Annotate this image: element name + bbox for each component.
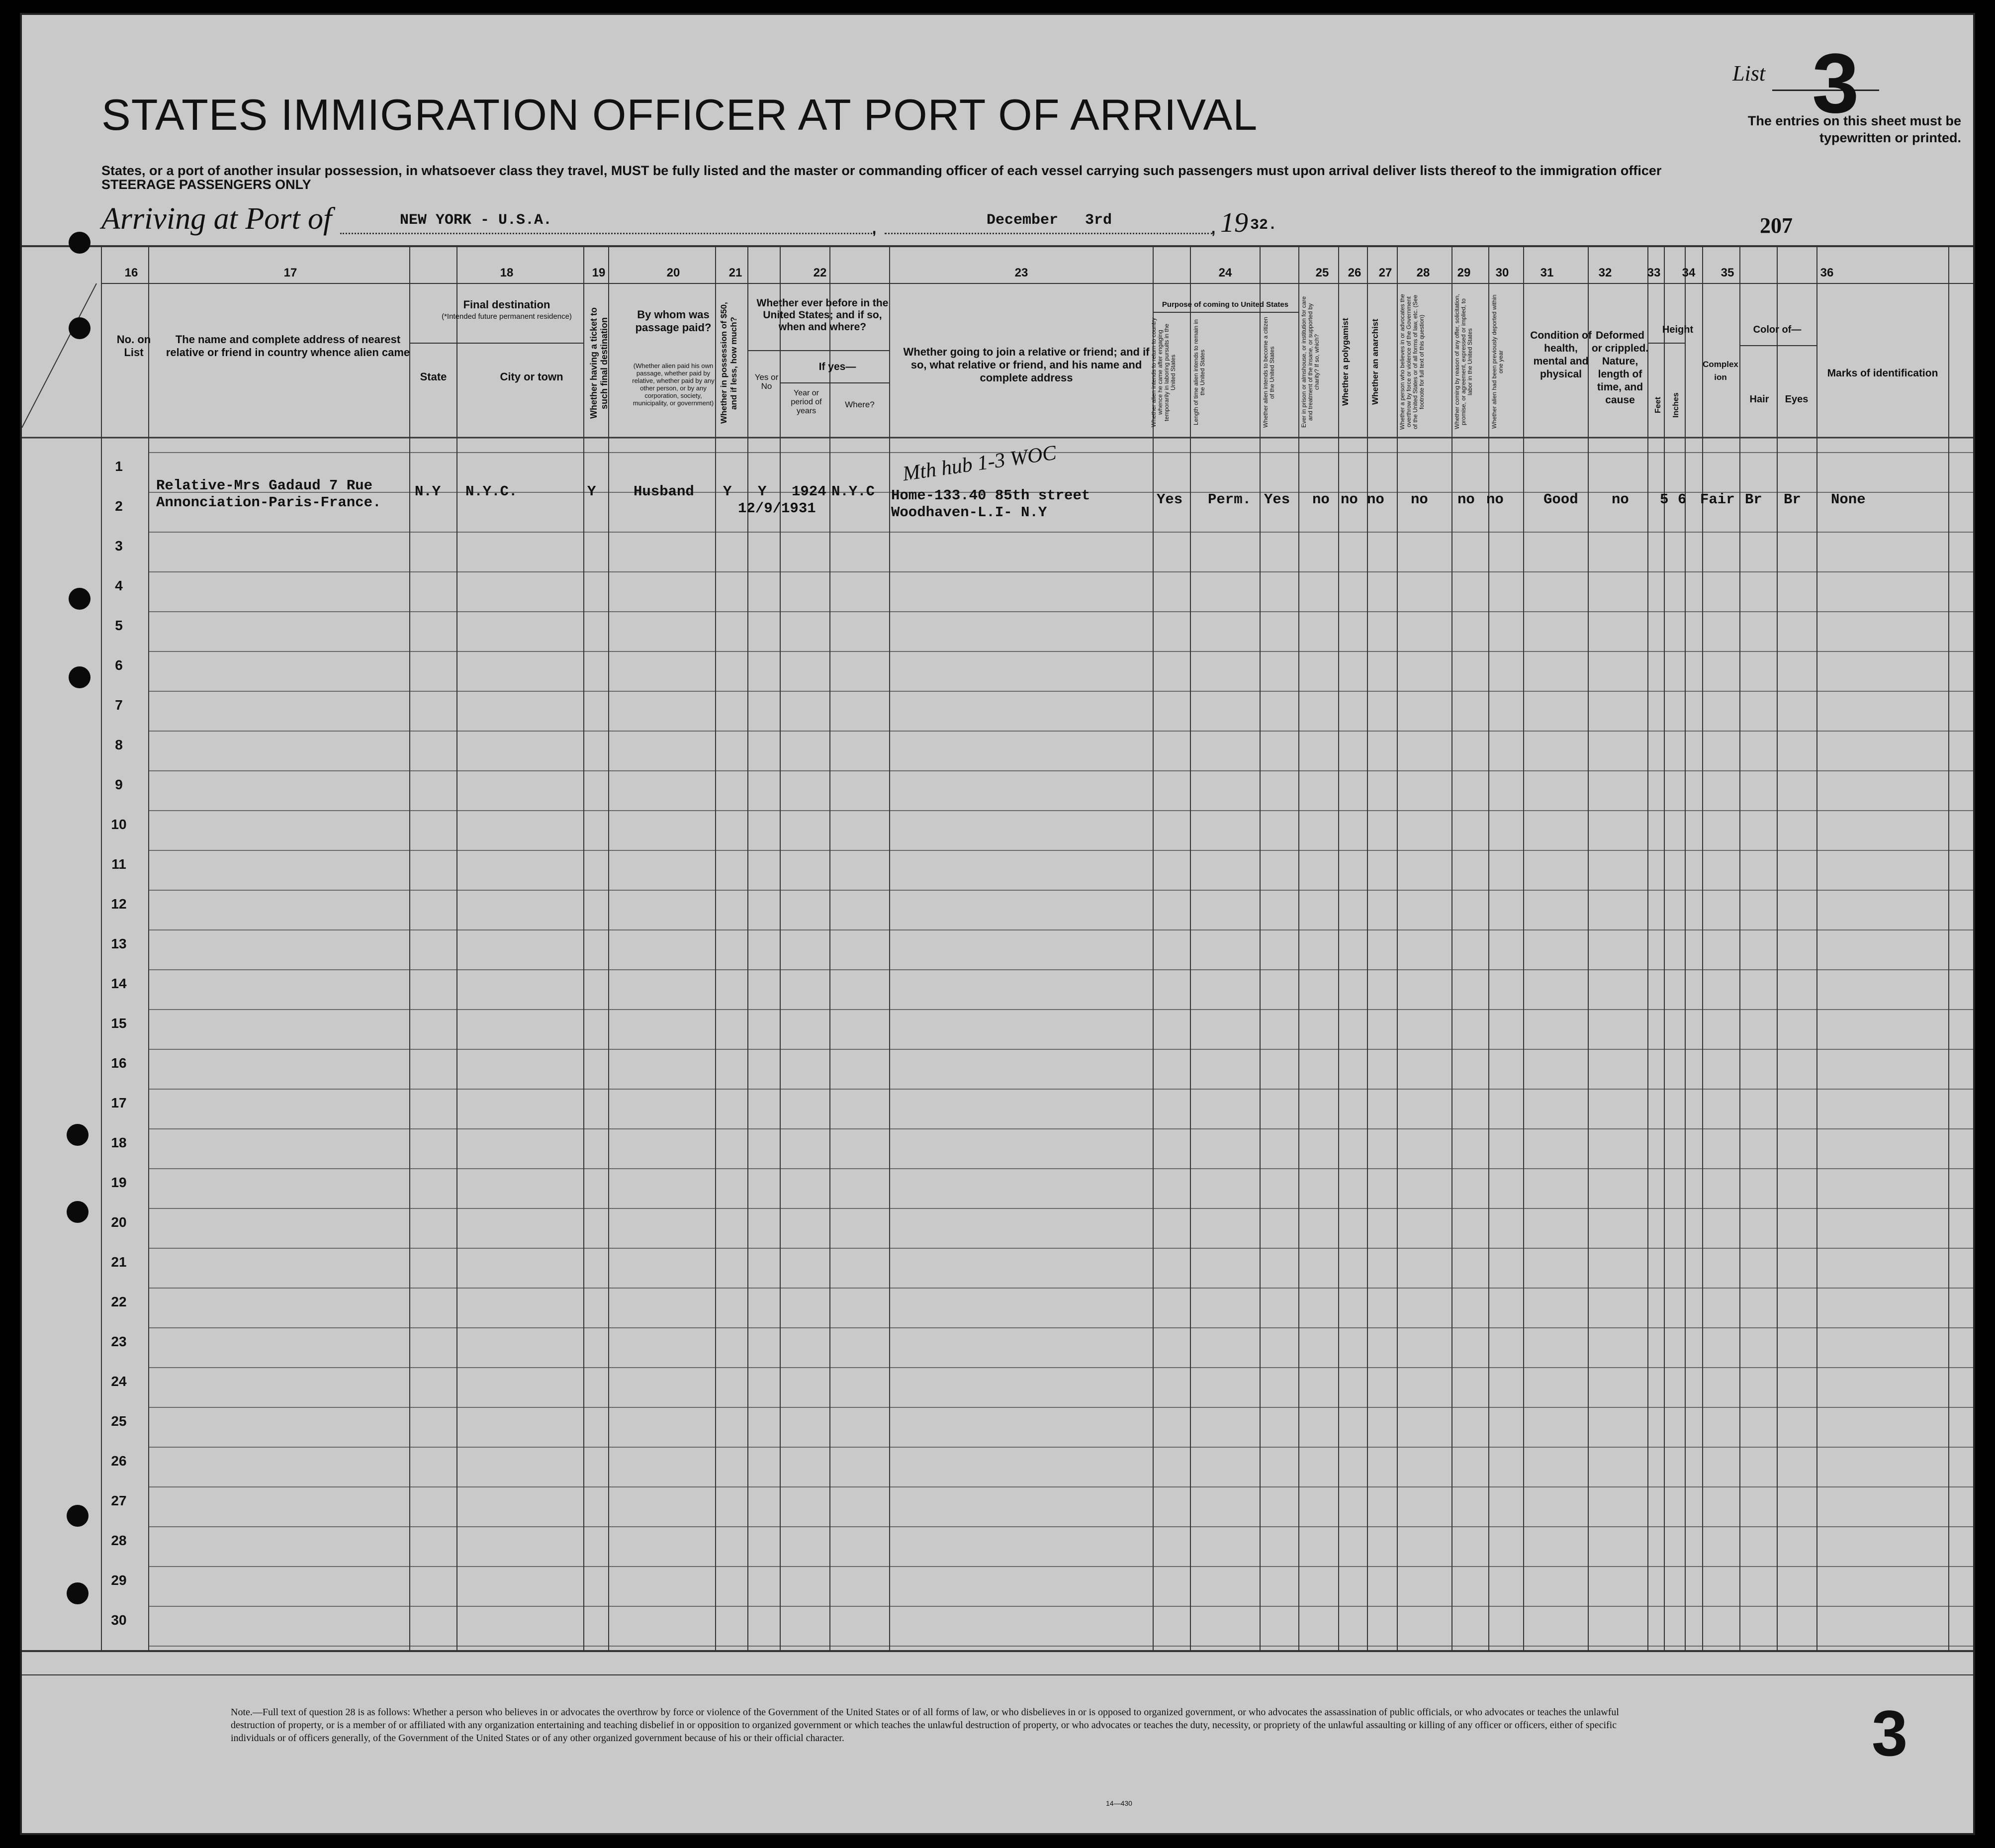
- header-feet: Feet: [1654, 397, 1662, 414]
- punch-hole: [69, 666, 91, 688]
- row-number: 14: [111, 976, 127, 991]
- header-citizen: Whether alien intends to become a citizen of the United States: [1262, 317, 1275, 428]
- header-relative: The name and complete address of nearest relative or friend in country whence alien came: [166, 333, 410, 359]
- colnum-19: 19: [592, 266, 606, 279]
- header-year-period: Year or period of years: [791, 389, 822, 415]
- list-label: List: [1732, 61, 1766, 86]
- entry-deported: no: [1486, 491, 1504, 508]
- row-number: 30: [111, 1612, 127, 1628]
- row-number: 19: [111, 1175, 127, 1190]
- row-number: 20: [111, 1214, 127, 1230]
- subtitle-line-2: STEERAGE PASSENGERS ONLY: [101, 177, 311, 192]
- entry-years-line2: 12/9/1931: [738, 500, 816, 517]
- row-number: 8: [115, 737, 123, 752]
- header-q29: Whether coming by reason of any offer, solicitation, promise, or agreement, expressed or implied, to labor in the United States: [1453, 294, 1473, 430]
- header-eyes: Eyes: [1785, 394, 1809, 405]
- colnum-18: 18: [500, 266, 514, 279]
- header-q28: Whether a person who believes in or advocates the overthrow by force or violence of the Government of the United States or of all forms of law, etc. (See footnote for full text of this question): [1399, 294, 1425, 430]
- colnum-32: 32: [1598, 266, 1612, 279]
- header-final-destination-note: (*Intended future permanent residence): [442, 312, 572, 321]
- header-length: Length of time alien intends to remain in the United States: [1192, 319, 1206, 426]
- header-purpose: Purpose of coming to United States: [1162, 300, 1289, 309]
- row-number: 21: [111, 1254, 127, 1270]
- entry-join-line2: Woodhaven-L.I- N.Y: [891, 504, 1047, 521]
- colnum-26: 26: [1348, 266, 1361, 279]
- form-number: 14—430: [1106, 1799, 1132, 1807]
- header-complexion: Complexion: [1703, 360, 1738, 382]
- row-number: 25: [111, 1413, 127, 1429]
- header-final-destination: Final destination: [463, 298, 550, 311]
- punch-hole: [69, 317, 91, 339]
- header-join-relative: Whether going to join a relative or friend; and if so, what relative or friend, and his name and complete address: [903, 346, 1150, 384]
- punch-hole: [67, 1124, 89, 1146]
- table-grid: [22, 15, 1973, 1833]
- header-deformed: Deformed or crippled. Nature, length of time, and cause: [1591, 330, 1649, 406]
- comma-1: ,: [871, 214, 878, 238]
- colnum-36: 36: [1820, 266, 1834, 279]
- entry-ever-before: Y: [758, 483, 767, 500]
- row-number: 4: [115, 578, 123, 593]
- entry-deformed: no: [1612, 491, 1629, 508]
- entry-complexion: Fair: [1700, 491, 1735, 508]
- punch-hole: [69, 232, 91, 254]
- header-state: State: [420, 370, 447, 383]
- entry-state: N.Y: [415, 483, 441, 500]
- row-number: 22: [111, 1294, 127, 1309]
- header-if-yes: If yes—: [818, 361, 856, 372]
- colnum-29: 29: [1457, 266, 1471, 279]
- entry-eyes: Br: [1784, 491, 1801, 508]
- row-number: 27: [111, 1493, 127, 1508]
- colnum-27: 27: [1378, 266, 1392, 279]
- port-value: NEW YORK - U.S.A.: [400, 212, 552, 229]
- comma-2: ,: [1210, 214, 1217, 238]
- row-number: 28: [111, 1533, 127, 1548]
- entry-join-line1: Home-133.40 85th street: [891, 487, 1090, 504]
- entry-health: Good: [1543, 491, 1578, 508]
- header-color-of: Color of—: [1753, 324, 1802, 335]
- row-number: 11: [111, 856, 126, 872]
- colnum-34: 34: [1682, 266, 1696, 279]
- entry-return: Yes: [1157, 491, 1183, 508]
- footnote-q28: Note.—Full text of question 28 is as follows: Whether a person who believes in or advocates the overthrow by force or violence of the Government of the United States or of all forms of law, or who disbelieves in or is opposed to organized government, or who advocates the assassination of public officials, or who advocates or teaches the unlawful destruction of property, or is a member of or affiliated with any organization entertaining and teaching disbelief in or opposition to organized government or which teaches the unlawful destruction of property, or who advocates or teaches the duty, necessity, or propriety of the unlawful assaulting or killing of any officer or officers, either of specific individuals or of officers generally, of the Government of the United States or of any other organized government because of his or their official character.: [231, 1707, 1619, 1744]
- entry-relative-line1: Relative-Mrs Gadaud 7 Rue: [156, 477, 373, 494]
- header-city: City or town: [500, 370, 563, 383]
- entry-feet: 5: [1660, 491, 1669, 508]
- punch-hole: [67, 1582, 89, 1604]
- colnum-31: 31: [1540, 266, 1554, 279]
- row-number: 24: [111, 1374, 127, 1389]
- year-prefix: 19: [1220, 207, 1248, 238]
- header-height: Height: [1662, 324, 1694, 335]
- entry-polygamist: no: [1341, 491, 1358, 508]
- header-inches: Inches: [1672, 392, 1680, 418]
- colnum-33: 33: [1647, 266, 1661, 279]
- entry-ticket: Y: [587, 483, 596, 500]
- row-number: 18: [111, 1135, 127, 1150]
- header-prison: Ever in prison or almshouse, or institution for care and treatment of the insane, or supported by charity? If so, which?: [1300, 296, 1320, 428]
- entry-paid-by: Husband: [634, 483, 694, 500]
- header-yes-no: Yes or No: [754, 372, 779, 391]
- row-number: 13: [111, 936, 127, 951]
- row-number: 2: [115, 498, 123, 514]
- row-number: 23: [111, 1334, 127, 1349]
- row-number: 29: [111, 1572, 127, 1588]
- header-ticket: Whether having a ticket to such final destination: [589, 307, 609, 419]
- header-no-on-list: No. on List: [116, 333, 151, 359]
- entry-years-line1: 1924: [792, 483, 826, 500]
- entry-citizen: Yes: [1264, 491, 1290, 508]
- date-value: December 3rd: [987, 212, 1112, 229]
- entry-length: Perm.: [1208, 491, 1252, 508]
- entry-marks: None: [1831, 491, 1866, 508]
- sheet-number: 207: [1760, 213, 1793, 238]
- header-marks: Marks of identification: [1827, 368, 1938, 379]
- entry-where: N.Y.C: [831, 483, 875, 500]
- row-number: 5: [115, 618, 123, 633]
- subtitle-line-1: States, or a port of another insular possession, in whatsoever class they travel, MUST be fully listed and the master or commanding officer of each vessel carrying such passengers must upon arrival deliver lists thereof to the immigration officer: [101, 163, 1662, 178]
- entry-relative-line2: Annonciation-Paris-France.: [156, 494, 381, 511]
- colnum-23: 23: [1014, 266, 1028, 279]
- colnum-25: 25: [1315, 266, 1329, 279]
- row-number: 16: [111, 1055, 127, 1071]
- grid-line: [22, 283, 96, 428]
- entry-hair: Br: [1745, 491, 1762, 508]
- colnum-21: 21: [728, 266, 742, 279]
- header-hair: Hair: [1749, 394, 1769, 405]
- row-number: 7: [115, 697, 123, 713]
- entry-q28: no: [1411, 491, 1428, 508]
- colnum-16: 16: [124, 266, 138, 279]
- row-number: 10: [111, 817, 127, 832]
- colnum-22: 22: [813, 266, 827, 279]
- header-anarchist: Whether an anarchist: [1370, 319, 1380, 405]
- entry-prison: no: [1312, 491, 1330, 508]
- list-note: The entries on this sheet must be typewritten or printed.: [1747, 113, 1961, 145]
- colnum-28: 28: [1416, 266, 1430, 279]
- row-number: 12: [111, 896, 127, 912]
- header-where: Where?: [845, 400, 875, 409]
- row-number: 15: [111, 1016, 127, 1031]
- year-suffix: 32.: [1250, 217, 1277, 234]
- header-money: Whether in possession of $50, and if less, how much?: [719, 302, 738, 424]
- list-number: 3: [1812, 36, 1859, 131]
- row-number: 3: [115, 538, 123, 554]
- entry-anarchist: no: [1367, 491, 1384, 508]
- manifest-sheet: [20, 13, 1975, 1835]
- row-number: 6: [115, 657, 123, 673]
- entry-inches: 6: [1678, 491, 1687, 508]
- colnum-30: 30: [1495, 266, 1509, 279]
- header-return: Whether alien intends to return to country whence he came after engaging temporarily in laboring pursuits in the United States: [1150, 317, 1177, 428]
- row-number: 1: [115, 459, 123, 474]
- entry-city: N.Y.C.: [465, 483, 518, 500]
- punch-hole: [69, 588, 91, 610]
- header-paid-by-note: (Whether alien paid his own passage, whether paid by relative, whether paid by any other person, or by any corporation, society, municipality, or government): [632, 362, 715, 407]
- entry-q29: no: [1457, 491, 1475, 508]
- punch-hole: [67, 1505, 89, 1527]
- row-number: 26: [111, 1453, 127, 1469]
- arriving-label: Arriving at Port of: [101, 202, 332, 236]
- header-polygamist: Whether a polygamist: [1341, 318, 1350, 406]
- colnum-35: 35: [1721, 266, 1734, 279]
- colnum-17: 17: [283, 266, 297, 279]
- header-ever-before: Whether ever before in the United States; and if so, when and where?: [756, 297, 889, 333]
- page-number: 3: [1872, 1697, 1908, 1769]
- colnum-20: 20: [666, 266, 680, 279]
- page-title: STATES IMMIGRATION OFFICER AT PORT OF ARRIVAL: [101, 90, 1258, 139]
- header-paid-by: By whom was passage paid?: [635, 308, 712, 334]
- entry-handwritten-note: Mth hub 1-3 WOC: [901, 441, 1058, 486]
- row-number: 17: [111, 1095, 127, 1110]
- header-deported: Whether alien had been previously deported within one year: [1491, 294, 1504, 429]
- punch-hole: [67, 1201, 89, 1223]
- colnum-24: 24: [1218, 266, 1232, 279]
- header-health: Condition of health, mental and physical: [1530, 330, 1592, 380]
- row-number: 9: [115, 777, 123, 792]
- entry-money: Y: [723, 483, 732, 500]
